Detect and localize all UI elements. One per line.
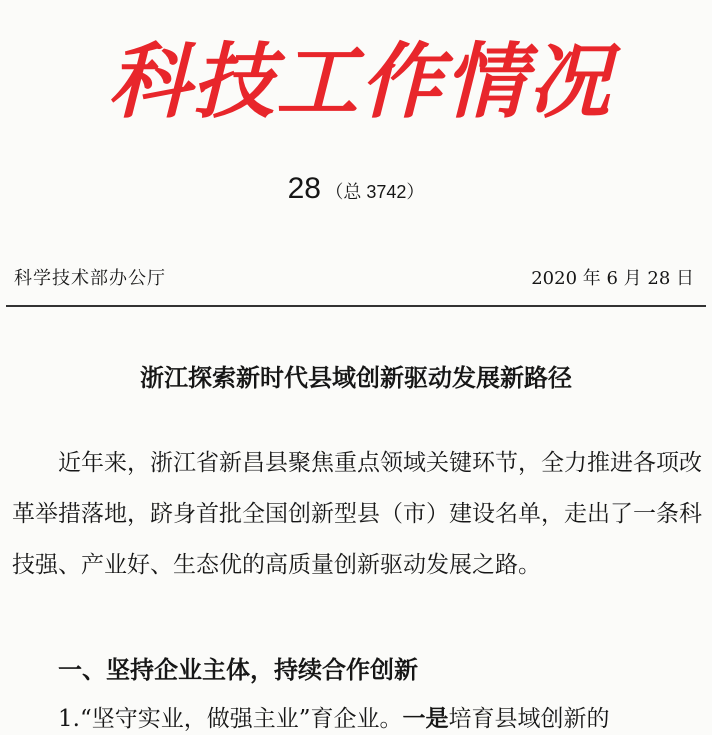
header-rule xyxy=(6,305,706,307)
article-title: 浙江探索新时代县域创新驱动发展新路径 xyxy=(140,363,572,392)
item-1-lead: 1.“坚守实业，做强主业”育企业。 xyxy=(58,706,403,732)
issue-number xyxy=(0,172,712,206)
issue-num: 28 xyxy=(287,172,321,205)
item-1 xyxy=(58,700,609,733)
issuer: 科学技术部办公厅 xyxy=(14,268,166,289)
item-1-rest: 培育县域创新的 xyxy=(448,706,610,732)
issue-date: 2020 年 6 月 28 日 xyxy=(531,268,694,289)
section-heading: 一、坚持企业主体，持续合作创新 xyxy=(58,656,418,684)
intro-paragraph: 近年来，浙江省新昌县聚焦重点领域关键环节，全力推进各项改革举措落地，跻身首批全国创新型县（市）建设名单，走出了一条科技强、产业好、生态优的高质量创新驱动发展之路。 xyxy=(12,450,702,578)
issue-total: （总 3742） xyxy=(325,182,425,202)
item-1-bold: 一是 xyxy=(402,706,449,732)
masthead-logo: 科技工作情况 xyxy=(108,34,612,130)
